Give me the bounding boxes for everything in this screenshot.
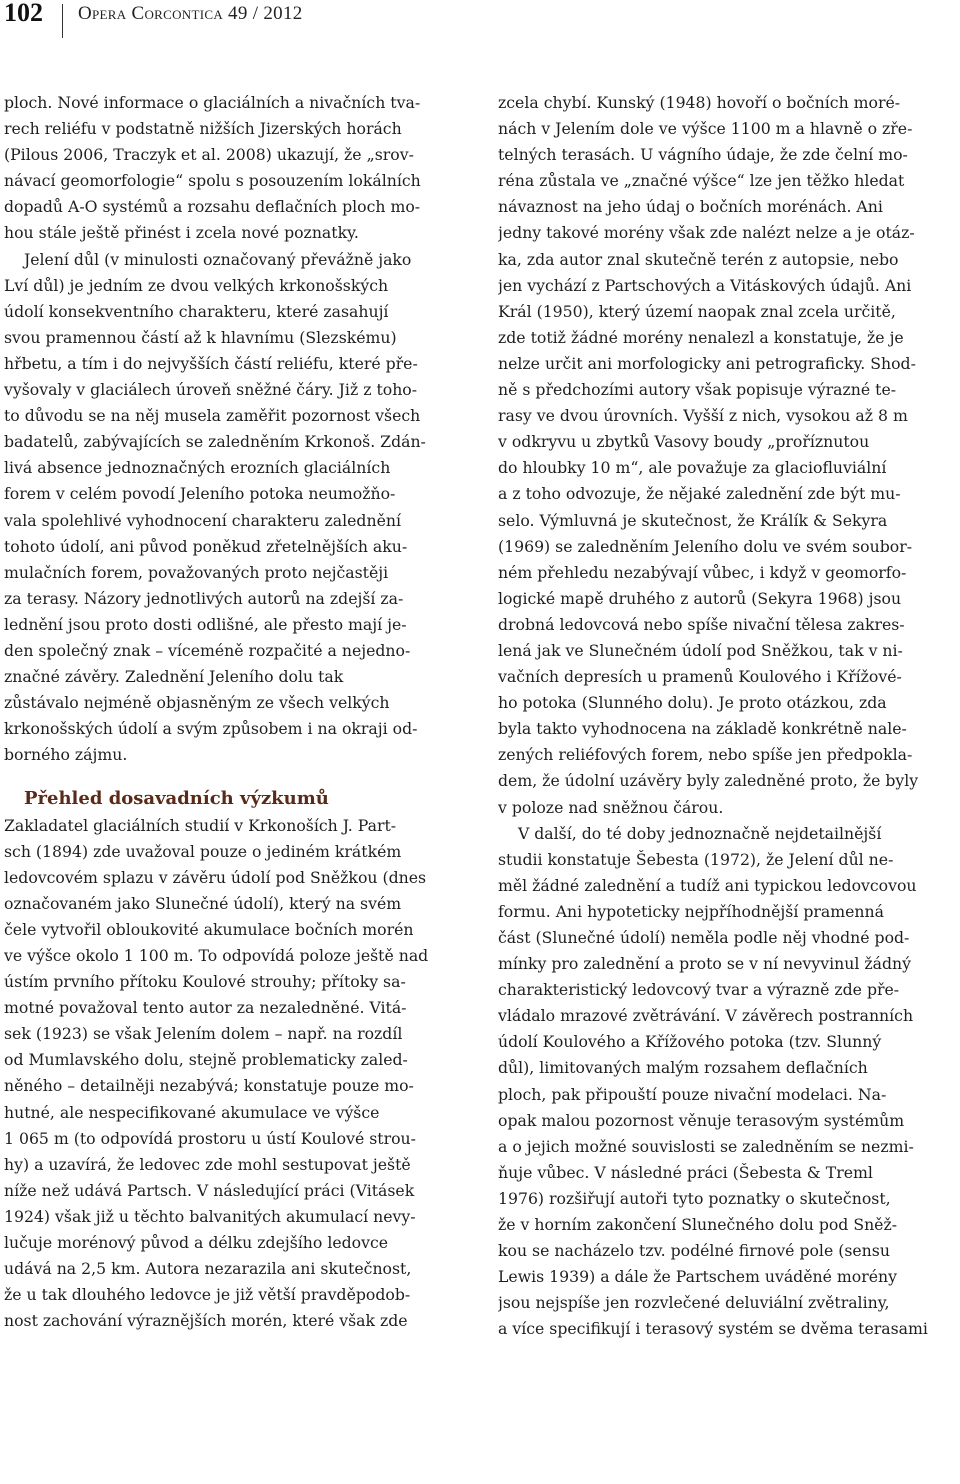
text-line: lená jak ve Slunečném údolí pod Sněžkou, tak v ni- [498,640,903,660]
text-line: borného zájmu. [4,745,128,765]
text-line: Lewis 1939) a dále že Partschem uváděné morény [498,1267,897,1287]
text-line: charakteristický ledovcový tvar a výrazně zde pře- [498,980,900,1000]
text-line: hy) a uzavírá, že ledovec zde mohl sestupovat ještě [4,1154,411,1174]
text-line: selo. Výmluvná je skutečnost, že Králík & Sekyra [498,510,888,530]
text-line: telných terasách. U vágního údaje, že zde čelní mo- [498,145,908,165]
text-line: studii konstatuje Šebesta (1972), že Jelení důl ne- [498,849,894,869]
text-line: nost zachování výraznějších morén, které však zde [4,1311,408,1331]
running-head: Opera Corcontica 49 / 2012 [78,3,303,24]
text-line: část (Slunečné údolí) neměla podle něj vhodné pod- [498,928,910,947]
text-line: jsou nejspíše jen rozvlečené deluviální zvětraliny, [498,1293,890,1313]
text-line: zůstávalo nejméně objasněným ze všech velkých [4,693,390,713]
text-line: že v horním zakončení Slunečného dolu pod Sněž- [498,1215,898,1235]
text-line: ústím prvního přítoku Koulové strouhy; přítoky sa- [4,972,406,992]
text-line: tohoto údolí, ani původ poněkud zřetelnějších aku- [4,536,408,556]
text-line: rech reliéfu v podstatně nižších Jizerských horách [4,119,402,139]
text-line: svou pramennou částí až k hlavnímu (Slezskému) [4,327,397,347]
text-line: důl), limitovaných malým rozsahem deflačních [498,1058,868,1078]
header-divider [62,4,63,38]
text-line: kou se nacházelo tzv. podélné firnové pole (sensu [498,1241,890,1261]
text-line: návací geomorfologie“ spolu s posouzením lokálních [4,171,421,191]
text-line: den společný znak – víceméně rozpačité a nejedno- [4,640,411,660]
text-line: livá absence jednoznačných erozních glaciálních [4,458,391,478]
text-line: ho potoka (Slunného dolu). Je proto otázkou, zda [498,693,887,713]
text-line: a z toho odvozuje, že nějaké zalednění zde být mu- [498,484,901,504]
text-line: vyšovaly v glaciálech úroveň sněžné čáry. Již z toho- [4,380,418,400]
text-line: formu. Ani hypoteticky nejpříhodnější pramenná [498,901,884,921]
text-line: čele vytvořil obloukovité akumulace bočních morén [4,919,414,939]
text-line: od Mumlavského dolu, stejně problematicky zaled- [4,1050,408,1070]
text-line: ném přehledu nezabývají vůbec, i když v geomorfo- [498,562,907,582]
text-line: zených reliéfových forem, nebo spíše jen předpokla- [498,745,913,765]
text-line: do hloubky 10 m“, ale považuje za glaciofluviální [498,458,887,478]
text-line: ka, zda autor znal skutečně terén z autopsie, nebo [498,249,899,269]
text-line: jedny takové morény však zde nalézt nelze a je otáz- [498,223,915,243]
text-line: Zakladatel glaciálních studií v Krkonoších J. Part- [4,815,397,835]
text-line: mulačních forem, považovaných proto nejčastěji [4,562,389,582]
text-line: opak malou pozornost věnuje terasovým systémům [498,1110,905,1130]
page-header [0,0,960,40]
text-line: nách v Jelením dole ve výšce 1100 m a hlavně o zře- [498,119,913,139]
text-line: Lví důl) je jedním ze dvou velkých krkonošských [4,275,389,295]
text-line: rasy ve dvou úrovních. Vyšší z nich, vysokou až 8 m [498,406,908,426]
text-line: lučuje morénový původ a délku zdejšího ledovce [4,1233,389,1253]
text-line: dem, že údolní uzávěry byly zaledněné proto, že byly [498,771,919,791]
text-line: níže než udává Partsch. V následující práci (Vitásek [4,1180,415,1200]
text-line: ledovcovém splazu v závěru údolí pod Sněžkou (dnes [4,867,427,887]
text-line: vala spolehlivé vyhodnocení charakteru zalednění [4,510,401,530]
text-line: ploch. Nové informace o glaciálních a nivačních tva- [4,93,421,112]
text-line: dopadů A-O systémů a rozsahu deflačních ploch mo- [4,197,421,217]
text-line: v poloze nad sněžnou čárou. [498,797,724,817]
text-line: drobná ledovcová nebo spíše nivační tělesa zakres- [498,614,905,634]
section-spacer [4,768,462,786]
text-line: ně s předchozími autory však popisuje výrazné te- [498,380,897,400]
text-line: réna zůstala ve „značné výšce“ lze jen těžko hledat [498,171,905,191]
text-line: ploch, pak připouští pouze nivační modelaci. Na- [498,1084,887,1104]
text-line: lednění jsou proto dosti odlišné, ale přesto mají je- [4,614,407,634]
text-line: údolí konsekventního charakteru, které zasahují [4,301,389,321]
text-line: 1924) však již u těchto balvanitých akumulací nevy- [4,1206,416,1226]
text-line: udává na 2,5 km. Autora nezarazila ani skutečnost, [4,1259,412,1279]
text-line: byla takto vyhodnocena na základě konkrétně nale- [498,719,907,739]
text-line: motné považoval tento autor za nezaledněné. Vitá- [4,998,407,1018]
text-line: krkonošských údolí a svým způsobem i na okraji od- [4,719,418,739]
text-line: něného – detailněji nezabývá; konstatuje pouze mo- [4,1076,414,1096]
text-line: jen vychází z Partschových a Vitáskových údajů. Ani [498,275,912,295]
text-line: hutné, ale nespecifikované akumulace ve výšce [4,1102,380,1122]
text-line: Jelení důl (v minulosti označovaný převážně jako [4,249,412,269]
text-line: hou stále ještě přinést i zcela nové poznatky. [4,223,359,243]
text-line: za terasy. Názory jednotlivých autorů na zdejší za- [4,588,404,608]
text-line: to důvodu se na něj musela zaměřit pozornost všech [4,406,421,426]
text-line: (1969) se zaledněním Jeleního dolu ve svém soubor- [498,536,913,556]
text-line: označovaném jako Slunečné údolí), který na svém [4,893,402,913]
text-line: zcela chybí. Kunský (1948) hovoří o bočních moré- [498,93,901,112]
text-line: v odkryvu u zbytků Vasovy boudy „proříznutou [498,432,870,452]
text-line: V další, do té doby jednoznačně nejdetailnější [498,823,882,843]
text-line: 1 065 m (to odpovídá prostoru u ústí Koulové strou- [4,1128,416,1148]
text-line: a o jejich možné souvislosti se zaledněním se nezmi- [498,1136,914,1156]
text-line: měl žádné zalednění a tudíž ani typickou ledovcovou [498,875,917,895]
right-column [498,90,956,1343]
text-line: Král (1950), který území naopak znal zcela určitě, [498,301,896,321]
text-line: ve výšce okolo 1 100 m. To odpovídá poloze ještě nad [4,946,429,965]
text-line: sek (1923) se však Jelením dolem – např. na rozdíl [4,1024,403,1044]
page-number: 102 [4,0,43,27]
text-line: a více specifikují i terasový systém se dvěma terasami [498,1319,928,1339]
text-line: hřbetu, a tím i do nejvyšších částí reliéfu, které pře- [4,353,418,373]
text-line: logické mapě druhého z autorů (Sekyra 1968) jsou [498,588,902,608]
text-line: (Pilous 2006, Traczyk et al. 2008) ukazují, že „srov- [4,145,414,165]
text-line: nelze určit ani morfologicky ani petrograficky. Shod- [498,353,916,373]
left-column [4,90,462,1334]
text-line: 1976) rozšiřují autoři tyto poznatky o skutečnost, [498,1188,891,1208]
text-line: forem v celém povodí Jeleního potoka neumožňo- [4,484,396,504]
text-line: ňuje vůbec. V následné práci (Šebesta & Treml [498,1162,873,1182]
section-heading: Přehled dosavadních výzkumů [24,788,329,810]
text-line: zde totiž žádné morény nenalezl a konstatuje, že je [498,327,904,347]
text-line: sch (1894) zde uvažoval pouze o jediném krátkém [4,841,402,861]
text-line: vačních depresích u pramenů Koulového i Křížové- [498,667,902,687]
text-line: návaznost na jeho údaj o bočních morénách. Ani [498,197,883,217]
text-line: údolí Koulového a Křížového potoka (tzv. Slunný [498,1032,882,1052]
text-line: vládalo mrazové zvětrávání. V závěrech postranních [498,1006,914,1026]
text-line: značné závěry. Zalednění Jeleního dolu tak [4,667,344,687]
text-line: že u tak dlouhého ledovce je již větší pravděpodob- [4,1285,411,1305]
text-line: mínky pro zalednění a proto se v ní nevyvinul žádný [498,954,911,974]
text-line: badatelů, zabývajících se zaledněním Krkonoš. Zdán- [4,432,426,452]
